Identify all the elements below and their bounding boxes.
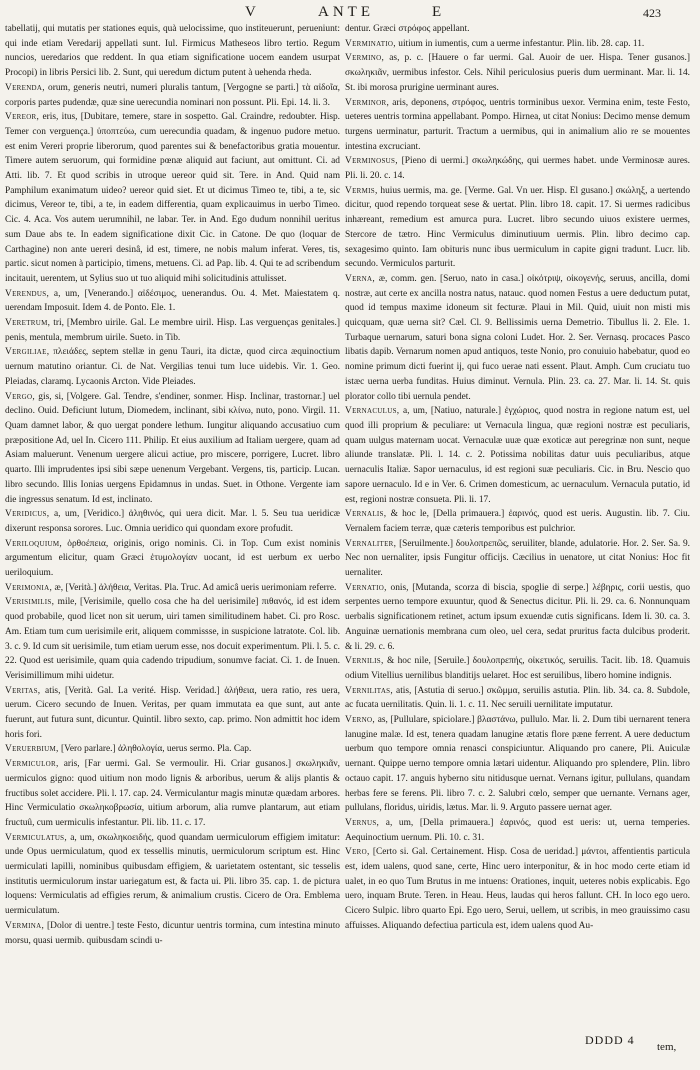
entry-headword: Verminor, (345, 97, 390, 108)
dictionary-entry (5, 684, 340, 743)
entry-text: huius uermis, ma. ge. [Verme. Gal. Vn uer. Hisp. El gusano.] σκώληξ, a uertendo dicitur, quod rependo torqueat sese & uertat. Plin. libro 18. capit. 17. Si uermes radicibus inhæreant, remedium est amurca pura. Lucret. libro secundo uiuos existere uermes, Stercore de tætro. Hinc Vermiculus diminutiuum uermis. Plin. libro decimo cap. sexagesimo quinto. Iam obituris nunc ibus uermiculum in capite gigni tradunt. Lucr. lib. secundo. Vermiculos parturit. (345, 185, 690, 270)
entry-text: [Seruilmente.] δουλοπρεπῶς, seruiliter, blande, adulatorie. Hor. 2. Ser. Sa. 9. Nec non uernaliter, ipsis Fungitur officijs. Cæcilius in uenatore, ut citat Nonius: Hoc fit uernaliter. (345, 538, 690, 579)
dictionary-entry (5, 316, 340, 345)
dictionary-entry (345, 713, 690, 816)
dictionary-entry (5, 742, 340, 757)
dictionary-entry (5, 595, 340, 683)
entry-text: a, um, [Veridico.] ἀληθινός, qui uera dicit. Mar. l. 5. Seu tua ueridicæ dixerunt responsa sorores. Luc. Omnia ueridico qui quondam exore profudit. (5, 509, 340, 534)
dictionary-entry (5, 390, 340, 508)
entry-text: dentur. Græci στρόφος appellant. (345, 24, 470, 34)
entry-text: gis, si, [Volgere. Gal. Tendre, s'endiner, sonmer. Hisp. Inclinar, trastornar.] uel declino. Ouid. Deficiunt lutum, Diomedem, inclinant, sibi κλίνω, nuto, pono. Virgil. 11. Quam damnet labor, & quo uergat pondere lethum. Iungitur aliquando accusatiuo cum præpositione Ad, uel In. Cicero 111. Philip. Et eius auxilium ad Italiam uergere, quam ad Asiam maluerunt. Venenum uergere alicui actiue, pro miscere, porrigere, Lucret. libro quarto. Illi imprudentes ipsi sibi sæpe uenenum Vergebant. Vergens, tis, particip. Lucan. libro secundo. Illis Ionias uergens Epidamnus in undas. Suet. in Othone. Vergente iam die ingressus senatum. Id est, inclinato. (5, 391, 340, 505)
dictionary-entry (345, 22, 690, 37)
dictionary-entry (5, 581, 340, 596)
signature-letters: DDDD (585, 1033, 624, 1047)
entry-headword: Verimonia, (5, 582, 53, 593)
dictionary-entry (5, 757, 340, 831)
dictionary-entry (345, 184, 690, 272)
dictionary-entry (5, 22, 340, 81)
entry-headword: Veridicus, (5, 509, 50, 520)
dictionary-entry (345, 845, 690, 933)
entry-text: orum, generis neutri, numeri pluralis tantum, [Vergogne se parti.] τὰ αἰδοῖα, corporis partes pudendæ, quæ sine uerecundia nominari non possunt. Pli. Epi. 14. li. 3. (5, 82, 340, 108)
entry-text: [Certo si. Gal. Certainement. Hisp. Cosa de ueridad.] μάντοι, affentientis particula est, idem ualens, quod sane, certe, Hinc uero interponitur, & in hoc modo certe etiam id ualet, in eo quo Tum Brutus in me intuens: Orationes, inquit, ueteres nobis explicabis. Ego uero, inquam Brute. Teren. in Heau. Heus, laudas qui heros fallunt. CH. In loco ego uero. Cicero Sulpic. libro quarto Epi. Ego uero, Serui, uellem, ut scribis, in meo grauissimo casu affuisses. Aliquando defectiua particula est, idem ualens quod Au- (345, 847, 690, 931)
entry-text: tri, [Membro uirile. Gal. Le membre uiril. Hisp. Las verguenças genitales.] penis, mentula, membrum uirile. Sueto. in Tib. (5, 318, 340, 343)
entry-headword: Vernilis, (345, 656, 384, 667)
dictionary-entry (5, 81, 340, 110)
entry-text: a, um, σκωληκοειδής, quod quandam uermiculorum effigiem imitatur: unde Opus uermiculatum, quod ex tessellis minutis, uermiculorum scriptum est. Hinc uermiculati lapilli, nominibus quibusdam effigiem, & uarietatem ostentant, sic tesselis institutis uermiculorum instar uariegatum est, & facta ui. Pli. libro 35. cap. 1. de pictura loquens: Vermiculatis ad effigies rerum, & animalium crustis. Cicero de Ora. Emblema uermiculatum. (5, 832, 340, 917)
running-head-right: E (432, 4, 444, 20)
dictionary-entry (345, 272, 690, 404)
entry-headword: Vero, (345, 847, 370, 858)
entry-text: ὀρθοέπεια, originis, origo nominis. Ci. in Top. Cum exist nominis argumentum elicitur, quam Græci ἐτυμολογίαν uocant, id est uerbum ex uerbo ueriloquium. (5, 538, 340, 579)
dictionary-entry (345, 684, 690, 713)
dictionary-entry (345, 816, 690, 845)
entry-text: a, um, [Della primauera.] ἐαρινός, quod est ueris: ut, uerna temperies. Aequinoctium uernum. Pli. 10. c. 31. (345, 817, 690, 843)
entry-headword: Verno, (345, 715, 375, 726)
entry-headword: Vermiculor, (5, 759, 59, 770)
entry-headword: Vergiliae, (5, 347, 50, 358)
entry-headword: Verenda, (5, 82, 45, 93)
entry-text: πλειάδες, septem stellæ in genu Tauri, ita dictæ, quod circa æquinoctium uernum matutino oriantur. Ci. de Nat. Vergilias tenui tum luce uidebis. Vir. 1. Geo. Pleiadas, claramq. Lycaonis Arcton. Vide Pleiades. (5, 347, 340, 387)
dictionary-entry (5, 507, 340, 536)
dictionary-entry (345, 51, 690, 95)
entry-text: tabellatij, qui mutatis per stationes equis, quà uelocissime, quo institeuerunt, perueniunt: qui inde etiam Veredarij appellati sunt. Iul. Firmicus Matheseos libro tertio. Regum nuncios, ueredarios que reddent. In qua etiam significatione uocem eandem usurpat Procopi) in libris Persici lib. 2. Sunt, qui ueredum dictum putent à uehenda rheda. (5, 24, 340, 79)
entry-text: [Dolor di uentre.] teste Festo, dicuntur uentris tormina, cum intestina minuto morsu, quasi uermib. quibusdam scindi u- (5, 920, 340, 946)
entry-headword: Vermis, (345, 185, 378, 196)
entry-text: [Vero parlare.] ἀληθολογία, uerus sermo. Pla. Cap. (60, 744, 252, 755)
entry-headword: Vernaculus, (345, 406, 400, 417)
running-head-middle: ANTE (318, 4, 374, 20)
right-column (345, 22, 690, 1042)
entry-text: atis, [Verità. Gal. La verité. Hisp. Veridad.] ἀλήθεια, uera ratio, res uera, uerum. Cicero secundo de Inuen. Veritas, per quam immutata ea que sunt, aut ante fuerunt, aut futura sunt, dicuntur. Quintil. libro sexto, cap. primo. Non admittit hoc idem horis fori. (5, 685, 340, 740)
entry-headword: Veritas, (5, 685, 41, 696)
dictionary-entry (345, 37, 690, 52)
catchword: tem, (657, 1041, 677, 1053)
entry-text: mile, [Verisimile, quello cosa che ha del uerisimile] πιθανός, id est idem quod probabile, quod licet non sit uerum, uiri tamen similitudinem habet. Ci. pro Rosc. Am. Etiam tum cum uerisimile erit, aliquem commissse, in suspicione latratote. Col. lib. 3. c. 9. Id cum sit uerisimile, tum etiam uerum esse, nos docuit experimentum. Pli. l. 5. c. 22. Quod est uerisimile, quam quia cadendo tripudium, sonumve faciat. Ci. 1. de Inuen. Verisimillimum mihi uidetur. (5, 597, 340, 681)
entry-headword: Verisimilis, (5, 597, 55, 608)
dictionary-entry (345, 507, 690, 536)
page-number: 423 (643, 6, 661, 20)
entry-headword: Veriloquium, (5, 538, 63, 549)
entry-text: uitium in iumentis, cum a uerme infestantur. Plin. lib. 28. cap. 11. (398, 38, 645, 49)
running-header (0, 4, 700, 22)
dictionary-entry (5, 919, 340, 948)
dictionary-entry (5, 537, 340, 581)
entry-text: aris, [Far uermi. Gal. Se vermoulir. Hi. Criar gusanos.] σκωληκιᾶν, uermiculos gigno: quod uitium non modo lignis & arboribus, uerum & alijs plantis & fructibus solet accidere. Pli. l. 17. cap. 24. Vermiculantur magis minutæ quædam arbores. Hinc Vermiculatio σκωληκοβρωσία, uitium arborum, alia rumve plantarum, aut etiam fructuû, cum uermiculis infestantur. Pli. lib. 11. c. 17. (5, 759, 340, 828)
entry-headword: Verminatio, (345, 38, 396, 49)
entry-text: eris, itus, [Dubitare, temere, stare in sospetto. Gal. Craindre, redoubter. Hisp. Temer con verguença.] ὑποπτεύω, cum uerecundia quadam, & ingenuo pudore metuo. est enim Vereri proprie liberorum, quod parentes sui & benefactoribus gratia mouentur. Timere autem seruorum, qui formidine pœnæ aliquid aut faciunt, aut omittunt. Ci. ad Atti. lib. 7. Et quod scribis in utroque uereor quid sit. Tere. in And. Quid nam Pamphilum exanimatum uideo? uereor quid siet. Et ut dicimus Timeo te, tibi, a te, sic dicimus, Vereor te, tibi, a te, in eadem differentia, quam explicauimus in uerbo Timeo. Cic. 4. Aca. Vos autem uerumnihil, ne labar. Ter. in And. Ego dudum nonnihil ueritus sum Daue abs te. In eadem significatione dixit Cic. in Catone. De quo (loquar de Carthagine) non ante uereri desinâ, id est, timere, ne nobis malum inferat. Veres, tis, partic. sicut nomen à participio, timens, metuens. Ci. ad Pap. lib. 4. Qui te ad scribendum incitauit, uerentem, ut Sylius suo ut tuo aliquid mihi solicitudinis attulisset. (5, 112, 340, 284)
entry-headword: Vernilitas, (345, 685, 394, 696)
entry-text: æ, comm. gen. [Seruo, nato in casa.] οἰκότριψ, οἰκογενής, seruus, ancilla, domi nostræ, aut certe ex ancilla nostra natus, natauc. quod nomen Festus a uere deductum putat, quod id tempus maxime idoneum sit fecturæ. Plaui in Mil. Quid, uiuit non misti mis quicquam, quæ uerna sit? Cæl. Cl. 9. Bellissimis uerna Demetrio. Tibullus li. 2. Ele. 1. Turbaque uernarum, saturi bona signa coloni Ludet. Hor. 2. Ser. Vernasq. procaces Pasco libatis dapib. Vernarum nomen apud antiquos, teste Nonio, pro conuiuio habebatur, quod eo nomine primum dicti fuerint ij, qui fuco uerae nati essent. Plaut. Amph. Cum cruciatu tuo istæc uerna uerba funditas. Huius diminut. Vernula. Plin. 23. ca. 27. Mar. li. 14. St. quis plorator collo tibi uernula pendet. (345, 273, 690, 402)
entry-headword: Veruerbium, (5, 744, 59, 755)
entry-headword: Vermino, (345, 53, 385, 64)
entry-headword: Vernalis, (345, 509, 387, 520)
dictionary-entry (345, 404, 690, 507)
entry-text: atis, [Astutia di seruo.] σκῶμμα, seruilis astutia. Plin. lib. 34. ca. 8. Subdole, ac fucata uernilitatis. Quin. li. 1. c. 11. Nec seruili uernilitate imputatur. (345, 685, 690, 711)
entry-text: [Pieno di uermi.] σκωληκώδης, qui uermes habet. unde Verminosæ aures. Pli. li. 20. c. 14. (345, 156, 690, 182)
dictionary-entry (345, 96, 690, 155)
entry-text: as, p. c. [Hauere o far uermi. Gal. Auoir de uer. Hispa. Tener gusanos.] σκωληκιᾶν, uermibus infestor. Cels. Nihil periculosius pueris dum uerminant. Mar. li. 14. St. ibi morosa prurigine uerminant aures. (345, 53, 690, 93)
dictionary-entry (5, 110, 340, 286)
signature-mark (585, 1033, 635, 1048)
entry-headword: Vereor, (5, 112, 40, 123)
dictionary-entry (5, 345, 340, 389)
dictionary-entry (345, 154, 690, 183)
entry-text: æ, [Verità.] ἀλήθεια, Veritas. Pla. Truc. Ad amicâ ueris uerimoniam referre. (54, 582, 337, 593)
entry-headword: Vergo, (5, 391, 35, 402)
entry-text: aris, deponens, στρόφος, uentris torminibus uexor. Vermina enim, teste Festo, ueteres uentris tormina appellabant. Pompo. Hirnea, ut citat Nonius: Decimo mense demum turgens uerminatur, parturit. Tractum a uermibus, qui in animalium alio re se mouentes intestina excruciant. (345, 97, 690, 152)
entry-text: a, um, [Natiuo, naturale.] ἐγχώριος, quod nostra in regione natum est, uel quod illi proprium & peculiare: ut Vernacula lingua, quæ regioni nostræ est peculiaris, quam uulgus maternam uocat. Vernaculæ uuæ quæ exoticæ aut peregrinæ non sunt, neque aliunde translatæ. Pli. l. 14. c. 2. Potissima nobilitas datur uuis peculiaribus, atque uernaculis Italiæ. Sapor uernaculus, id est regioni suæ peculiaris. Cic. in Bru. Nescio quo sapore uernaculo. Id e in Ver. 6. Crimen domesticum, ac uernaculum. Vernacula putatio, id est, regioni nostræ consueta. Pli. li. 17. (345, 406, 690, 505)
entry-headword: Verna, (345, 273, 375, 284)
dictionary-entry (345, 537, 690, 581)
entry-headword: Verendus, (5, 288, 50, 299)
entry-headword: Vernatio, (345, 582, 387, 593)
entry-headword: Vernaliter, (345, 538, 397, 549)
dictionary-entry (345, 581, 690, 655)
dictionary-entry (5, 287, 340, 316)
entry-headword: Verminosus, (345, 156, 398, 167)
entry-headword: Veretrum, (5, 318, 51, 329)
dictionary-entry (345, 654, 690, 683)
entry-text: as, [Pullulare, spiciolare.] βλαστάνω, pullulo. Mar. li. 2. Dum tibi uernarent tenera lanugine malæ. Id est, tenera quadam lanugine ætatis flore pæne ferrent. A uere deductum uerbum quo tempore omnia renasci conspiciuntur. Aliquando pro canere, Pli. Auiculæ uernant. Quippe uerno tempore omnia lætari uidentur. Aliquando pro splendere, Plin. libro octauo capit. 17. anguis hyberno situ nitidusque uernat. Vernans igitur, pullulans, quandam herbas fere se ferens. Pli. libro 7. c. 2. Salubri cœlo, semper que uernante. Vernans ager, pullulans, floridus, uiridis, lætus. Mar. li. 9. Arguto passere uernat ager. (345, 715, 690, 814)
left-column (5, 22, 340, 1042)
entry-text: & hoc le, [Della primauera.] ἐαρινός, quod est ueris. Augustin. lib. 7. Ciu. Vernalem faciem terræ, quæ cæteris temporibus est pulchrior. (345, 509, 690, 534)
column-gutter (339, 22, 340, 1042)
dictionary-entry (5, 831, 340, 919)
entry-text: a, um, [Venerando.] αἰδέσιμος, uenerandus. Ou. 4. Met. Maiestatem q. uerendam Imposuit. Idem 4. de Ponto. Ele. 1. (5, 288, 340, 314)
signature-number: 4 (627, 1033, 635, 1047)
entry-text: & hoc nile, [Seruile.] δουλοπρεπής, οἰκετικός, seruilis. Tacit. lib. 18. Quamuis odium Vitellius uernilibus blanditijs uelaret. Hoc est seruilibus, libero homine indignis. (345, 656, 690, 681)
running-head-left: V (245, 4, 258, 20)
entry-headword: Vermina, (5, 920, 45, 931)
entry-headword: Vermiculatus, (5, 832, 68, 843)
entry-headword: Vernus, (345, 817, 380, 828)
entry-text: onis, [Mutanda, scorza di biscia, spoglie di serpe.] λέβηρις, corii uestis, quo serpentes uerno tempore exuuntur, quod & Senectus dicitur. Pli. li. 29. ca. 6. Nonnunquam uerbalis significationem retinet, actum ipsum exuendæ cutis significans. Idem li. 30. ca. 3. Anguinæ uernationis membrana cum oleo, uel cera, sedat pruritus facta dulcibus proderit. & li. 29. c. 6. (345, 582, 690, 652)
